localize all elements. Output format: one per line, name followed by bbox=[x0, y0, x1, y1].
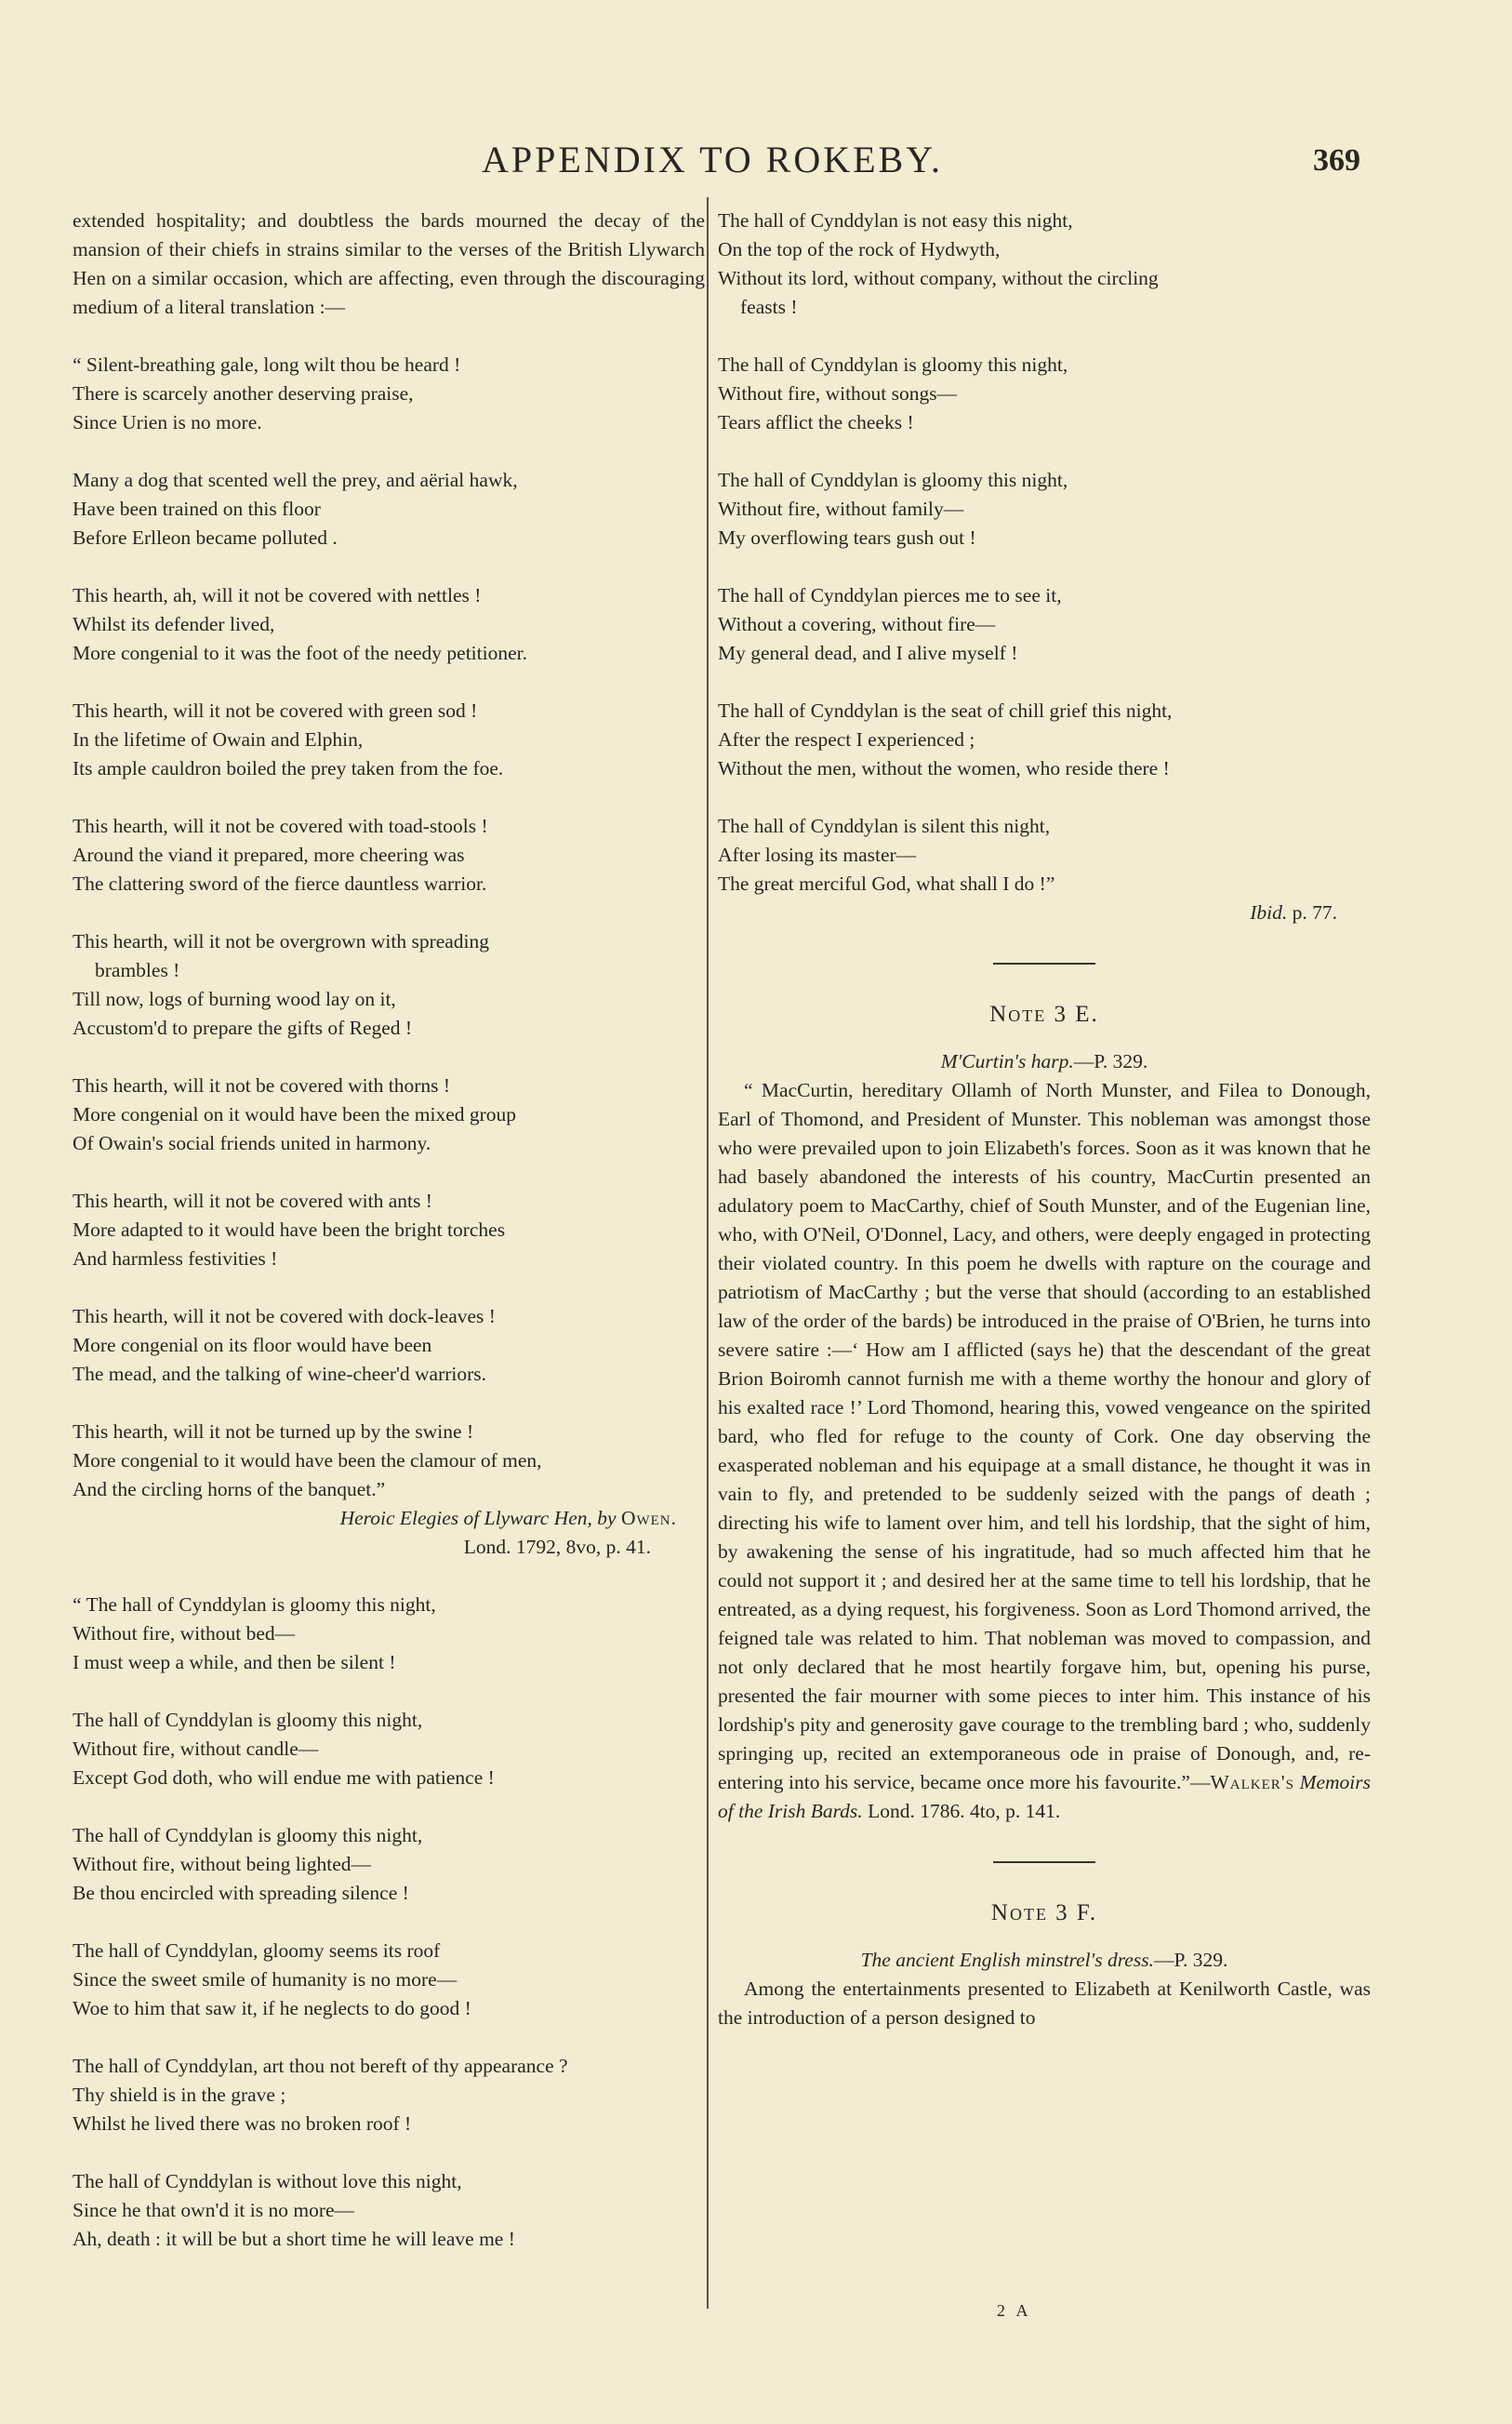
verse-line: This hearth, will it not be covered with dock-leaves ! bbox=[73, 1305, 496, 1327]
stanza bbox=[718, 466, 1371, 553]
left-stanzas bbox=[73, 351, 705, 1504]
note-3e-subtitle-ref: —P. 329. bbox=[1073, 1050, 1148, 1072]
verse-line: After the respect I experienced ; bbox=[718, 728, 975, 751]
stanza bbox=[73, 2167, 705, 2254]
section-rule-2 bbox=[993, 1861, 1095, 1863]
ibid-line bbox=[718, 899, 1371, 927]
stanza bbox=[73, 927, 705, 1043]
verse-line: Without a covering, without fire— bbox=[718, 613, 996, 635]
verse-line: Since Urien is no more. bbox=[73, 411, 262, 433]
verse-line: Around the viand it prepared, more cheering was bbox=[73, 844, 465, 866]
verse-line: More congenial on it would have been the mixed group bbox=[73, 1103, 517, 1125]
verse-line: Since he that own'd it is no more— bbox=[73, 2199, 355, 2221]
verse-line: The hall of Cynddylan pierces me to see it, bbox=[718, 584, 1062, 606]
ibid-page: p. 77. bbox=[1292, 901, 1337, 924]
attribution-imprint: Lond. 1792, 8vo, p. 41. bbox=[463, 1536, 651, 1558]
stanza bbox=[718, 812, 1371, 899]
verse-line: Tears afflict the cheeks ! bbox=[718, 411, 914, 433]
stanza bbox=[73, 1591, 705, 1677]
verse-line: The hall of Cynddylan, gloomy seems its roof bbox=[73, 1939, 441, 1962]
verse-line: And the circling horns of the banquet.” bbox=[73, 1478, 386, 1500]
note-3e-source-author: Walker's bbox=[1210, 1771, 1294, 1793]
verse-line: I must weep a while, and then be silent ! bbox=[73, 1651, 396, 1673]
verse-line: Of Owain's social friends united in harmony. bbox=[73, 1132, 431, 1154]
stanza bbox=[718, 697, 1371, 783]
verse-line: The hall of Cynddylan is gloomy this night, bbox=[73, 1709, 423, 1731]
verse-line: Except God doth, who will endue me with patience ! bbox=[73, 1766, 495, 1789]
stanza bbox=[73, 581, 705, 668]
verse-line: brambles ! bbox=[95, 959, 180, 981]
ibid-block bbox=[718, 899, 1371, 927]
verse-line: feasts ! bbox=[740, 296, 798, 318]
stanza bbox=[718, 581, 1371, 668]
verse-line: The hall of Cynddylan is gloomy this night, bbox=[73, 1824, 423, 1846]
verse-line: Without the men, without the women, who reside there ! bbox=[718, 757, 1170, 779]
verse-line: The hall of Cynddylan is the seat of chill grief this night, bbox=[718, 699, 1173, 722]
stanza bbox=[718, 206, 1371, 322]
verse-line: Since the sweet smile of humanity is no more— bbox=[73, 1968, 458, 1991]
verse-line: And harmless festivities ! bbox=[73, 1247, 278, 1270]
running-header bbox=[0, 138, 1512, 193]
attribution-title: Heroic Elegies of Llywarc Hen, by bbox=[339, 1507, 617, 1529]
verse-line: This hearth, will it not be overgrown with spreading bbox=[73, 930, 490, 952]
verse-line: Without fire, without songs— bbox=[718, 382, 958, 405]
section-rule bbox=[993, 963, 1095, 965]
verse-line: The hall of Cynddylan is gloomy this night, bbox=[718, 353, 1068, 376]
verse-line: The mead, and the talking of wine-cheer'd warriors. bbox=[73, 1363, 487, 1385]
note-3e-body bbox=[718, 1076, 1371, 1826]
note-3e-source-title: Memoirs of the Irish Bards. bbox=[718, 1771, 1372, 1822]
attribution-author: Owen. bbox=[620, 1507, 677, 1529]
verse-line: Whilst its defender lived, bbox=[73, 613, 275, 635]
signature-mark: 2 A bbox=[997, 2301, 1032, 2320]
verse-line: This hearth, ah, will it not be covered with nettles ! bbox=[73, 584, 482, 606]
note-3f-subtitle bbox=[718, 1946, 1371, 1975]
left-column bbox=[73, 206, 705, 2283]
verse-line: Without its lord, without company, without the circling bbox=[718, 267, 1159, 289]
verse-line: In the lifetime of Owain and Elphin, bbox=[73, 728, 364, 751]
page-number: 369 bbox=[1313, 143, 1360, 178]
stanza bbox=[718, 351, 1371, 437]
verse-line: My general dead, and I alive myself ! bbox=[718, 642, 1018, 664]
verse-line: Without fire, without being lighted— bbox=[73, 1853, 371, 1875]
verse-line: Be thou encircled with spreading silence ! bbox=[73, 1882, 409, 1904]
left-stanzas-2 bbox=[73, 1591, 705, 2254]
verse-line: Many a dog that scented well the prey, and aërial hawk, bbox=[73, 469, 518, 491]
verse-line: This hearth, will it not be covered with green sod ! bbox=[73, 699, 478, 722]
verse-line: Without fire, without candle— bbox=[73, 1738, 319, 1760]
verse-line: The hall of Cynddylan is without love this night, bbox=[73, 2170, 462, 2192]
right-column bbox=[718, 206, 1371, 2032]
verse-line: The hall of Cynddylan is silent this night, bbox=[718, 815, 1051, 837]
verse-line: Thy shield is in the grave ; bbox=[73, 2084, 286, 2106]
verse-line: More adapted to it would have been the bright torches bbox=[73, 1219, 506, 1241]
stanza bbox=[73, 1072, 705, 1158]
note-3e-subtitle bbox=[718, 1047, 1371, 1076]
stanza bbox=[73, 812, 705, 899]
verse-line: On the top of the rock of Hydwyth, bbox=[718, 238, 1001, 260]
stanza bbox=[73, 1187, 705, 1273]
note-3e-source-rest: Lond. 1786. 4to, p. 141. bbox=[868, 1800, 1061, 1822]
verse-line: More congenial to it was the foot of the needy petitioner. bbox=[73, 642, 527, 664]
verse-line: “ Silent-breathing gale, long wilt thou be heard ! bbox=[73, 353, 461, 376]
verse-line: Without fire, without bed— bbox=[73, 1622, 296, 1645]
verse-line: “ The hall of Cynddylan is gloomy this night, bbox=[73, 1593, 436, 1616]
stanza bbox=[73, 1418, 705, 1504]
attribution-line bbox=[73, 1504, 705, 1533]
verse-line: More congenial on its floor would have been bbox=[73, 1334, 432, 1356]
verse-line: The clattering sword of the fierce dauntless warrior. bbox=[73, 872, 487, 895]
verse-line: This hearth, will it not be covered with ants ! bbox=[73, 1190, 432, 1212]
verse-line: Have been trained on this floor bbox=[73, 498, 321, 520]
verse-line: The great merciful God, what shall I do !” bbox=[718, 872, 1055, 895]
verse-line: Woe to him that saw it, if he neglects to do good ! bbox=[73, 1997, 471, 2019]
verse-line: More congenial to it would have been the clamour of men, bbox=[73, 1449, 542, 1472]
right-stanzas bbox=[718, 206, 1371, 899]
intro-paragraph: extended hospitality; and doubtless the bards mourned the decay of the mansion of their chiefs in strains similar to the verses of the British Llywarch Hen on a similar occasion, which are affecting, even through the discouraging medium of a literal translation :— bbox=[73, 209, 705, 318]
stanza bbox=[73, 1821, 705, 1908]
verse-line: Ah, death : it will be but a short time he will leave me ! bbox=[73, 2228, 515, 2250]
note-3e-text: “ MacCurtin, hereditary Ollamh of North Munster, and Filea to Donough, Earl of Thomond, and President of Munster. This nobleman was amongst those who were prevailed upon to join Elizabeth's forces. Soon as it was known that he had basely abandoned the interests of his country, MacCurtin presented an adulatory poem to MacCarthy, chief of South Munster, and of the Eugenian line, who, with O'Neil, O'Donnel, Lacy, and others, were deeply engaged in protecting their violated country. In this poem he dwells with rapture on the courage and patriotism of MacCarthy ; but the verse that should (according to an established law of the order of the bards) be introduced in the praise of O'Brien, he turns into severe satire :—‘ How am I afflicted (says he) that the descendant of the great Brion Boiromh cannot furnish me with a theme worthy the honour and glory of his exalted race !’ Lord Thomond, hearing this, vowed vengeance on the spirited bard, who fled for refuge to the county of Cork. One day observing the exasperated nobleman and his equipage at a small distance, he thought it was in vain to fly, and pretended to be suddenly seized with the pangs of death ; directing his wife to lament over him, and tell his lordship, that the sight of him, by awakening the sense of his ingratitude, had so much affected him that he could not support it ; and desired her at the same time to tell his lordship, that he entreated, as a dying request, his forgiveness. Soon as Lord Thomond arrived, the feigned tale was related to him. That nobleman was moved to compassion, and not only declared that he most heartily forgave him, but, opening his purse, presented the fair mourner with some pieces to inter him. This instance of his lordship's pity and generosity gave courage to the trembling bard ; who, suddenly springing up, recited an extemporaneous ode in praise of Donough, and, re-entering into his service, became once more his favourite.”— bbox=[718, 1079, 1371, 1793]
attribution-block bbox=[73, 1504, 705, 1562]
note-3f-body: Among the entertainments presented to Elizabeth at Kenilworth Castle, was the introduction of a person designed to bbox=[718, 1978, 1371, 2029]
verse-line: My overflowing tears gush out ! bbox=[718, 526, 976, 549]
stanza bbox=[73, 466, 705, 553]
verse-line: After losing its master— bbox=[718, 844, 917, 866]
note-3f-heading: Note 3 F. bbox=[990, 1900, 1098, 1925]
verse-line: This hearth, will it not be covered with toad-stools ! bbox=[73, 815, 488, 837]
stanza bbox=[73, 1706, 705, 1792]
verse-line: There is scarcely another deserving praise, bbox=[73, 382, 414, 405]
verse-line: Whilst he lived there was no broken roof ! bbox=[73, 2112, 412, 2135]
note-3e-subtitle-text: M'Curtin's harp. bbox=[940, 1050, 1074, 1072]
stanza bbox=[73, 2052, 705, 2138]
verse-line: The hall of Cynddylan, art thou not bereft of thy appearance ? bbox=[73, 2055, 568, 2077]
header-title: APPENDIX TO ROKEBY. bbox=[482, 139, 943, 180]
note-3e-heading: Note 3 E. bbox=[989, 1002, 1099, 1027]
verse-line: The hall of Cynddylan is gloomy this night, bbox=[718, 469, 1068, 491]
stanza bbox=[73, 1302, 705, 1389]
verse-line: Its ample cauldron boiled the prey taken from the foe. bbox=[73, 757, 504, 779]
verse-line: This hearth, will it not be turned up by the swine ! bbox=[73, 1420, 474, 1443]
ibid-label: Ibid. bbox=[1250, 901, 1288, 924]
stanza bbox=[73, 1937, 705, 2023]
verse-line: Till now, logs of burning wood lay on it, bbox=[73, 988, 396, 1010]
stanza bbox=[73, 697, 705, 783]
verse-line: This hearth, will it not be covered with thorns ! bbox=[73, 1074, 451, 1097]
note-3f-subtitle-ref: —P. 329. bbox=[1153, 1949, 1228, 1971]
verse-line: Before Erlleon became polluted . bbox=[73, 526, 338, 549]
verse-line: The hall of Cynddylan is not easy this night, bbox=[718, 209, 1073, 232]
verse-line: Without fire, without family— bbox=[718, 498, 964, 520]
note-3f-subtitle-text: The ancient English minstrel's dress. bbox=[860, 1949, 1154, 1971]
stanza bbox=[73, 351, 705, 437]
verse-line: Accustom'd to prepare the gifts of Reged ! bbox=[73, 1017, 413, 1039]
column-divider bbox=[707, 197, 709, 2309]
